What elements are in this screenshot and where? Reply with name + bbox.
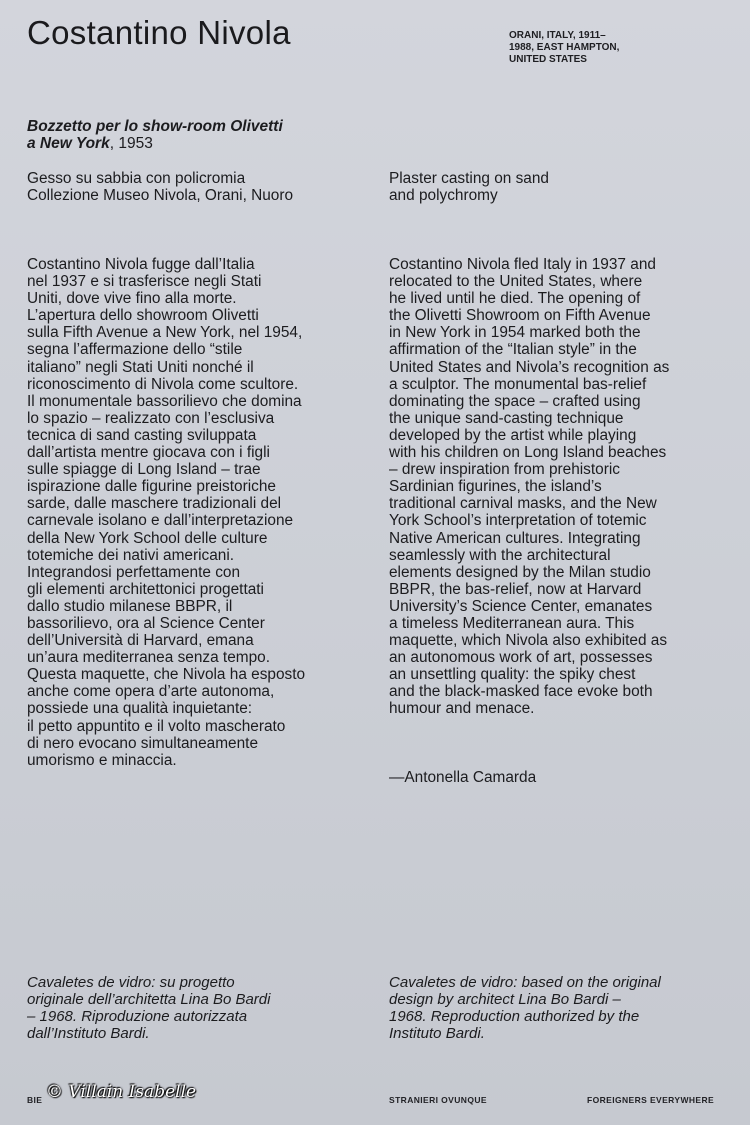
- author-credit: —Antonella Camarda: [389, 769, 537, 786]
- footer-middle-text: STRANIERI OVUNQUE: [389, 1095, 487, 1105]
- artist-name: Costantino Nivola: [27, 14, 291, 51]
- footer-right-text: FOREIGNERS EVERYWHERE: [587, 1095, 715, 1105]
- artwork-title-line2: a New York: [27, 135, 110, 152]
- description-italian: Costantino Nivola fugge dall’Italia nel 1937 e si trasferisce negli Stati Uniti, dove vive fino alla morte. L’apertura dello showroom Olivetti sulla Fifth Avenue a New York, nel 1954, segna l’affermazione dello “stile italiano” negli Stati Uniti nonché il riconoscimento di Nivola come scultore. Il monumentale bassorilievo che domina lo spazio – realizzato con l’esclusiva tecnica di sand casting sviluppata dall’artista mentre giocava con i figli sulle spiagge di Long Island – trae ispirazione dalle figurine preistoriche sarde, dalle maschere tradizionali del carnevale isolano e dall’interpretazione della New York School delle culture totemiche dei nativi americani. Integrandosi perfettamente con gli elementi architettonici progettati dallo studio milanese BBPR, il bassorilievo, ora al Science Center dell’Università di Harvard, emana un’aura mediterranea senza tempo. Questa maquette, che Nivola ha esposto anche come opera d’arte autonoma, possiede una qualità inquietante: il petto appuntito e il volto mascherato di nero evocano simultaneamente umorismo e minaccia.: [27, 256, 306, 769]
- artwork-year: , 1953: [109, 135, 153, 152]
- display-credit-english: Cavaletes de vidro: based on the original design by architect Lina Bo Bardi – 1968. Reproduction authorized by the Instituto Bardi.: [389, 974, 661, 1042]
- artwork-title-line1: Bozzetto per lo show-room Olivetti: [27, 118, 283, 135]
- description-english: Costantino Nivola fled Italy in 1937 and relocated to the United States, where he lived until he died. The opening of the Olivetti Showroom on Fifth Avenue in New York in 1954 marked both the affirmation of the “Italian style” in the United States and Nivola’s recognition as a sculptor. The monumental bas-relief dominating the space – crafted using the unique sand-casting technique developed by the artist while playing with his children on Long Island beaches – drew inspiration from prehistoric Sardinian figurines, the island’s traditional carnival masks, and the New York School’s interpretation of totemic Native American cultures. Integrating seamlessly with the architectural elements designed by the Milan studio BBPR, the bas-relief, now at Harvard University’s Science Center, emanates a timeless Mediterranean aura. This maquette, which Nivola also exhibited as an autonomous work of art, possesses an unsettling quality: the spiky chest and the black-masked face evoke both humour and menace.: [389, 256, 670, 718]
- medium-italian: Gesso su sabbia con policromia Collezione Museo Nivola, Orani, Nuoro: [27, 170, 294, 205]
- footer-left-text: BIE: [27, 1095, 43, 1105]
- photo-watermark: © Villain Isabelle: [46, 1082, 197, 1102]
- artist-bio-text: ORANI, ITALY, 1911– 1988, EAST HAMPTON, UNITED STATES: [509, 30, 620, 65]
- display-credit-italian: Cavaletes de vidro: su progetto originale dell’architetta Lina Bo Bardi – 1968. Riproduzione autorizzata dall’Instituto Bardi.: [27, 974, 271, 1042]
- artist-bio: [509, 30, 709, 66]
- medium-english: Plaster casting on sand and polychromy: [389, 170, 549, 205]
- artwork-title: [27, 118, 357, 152]
